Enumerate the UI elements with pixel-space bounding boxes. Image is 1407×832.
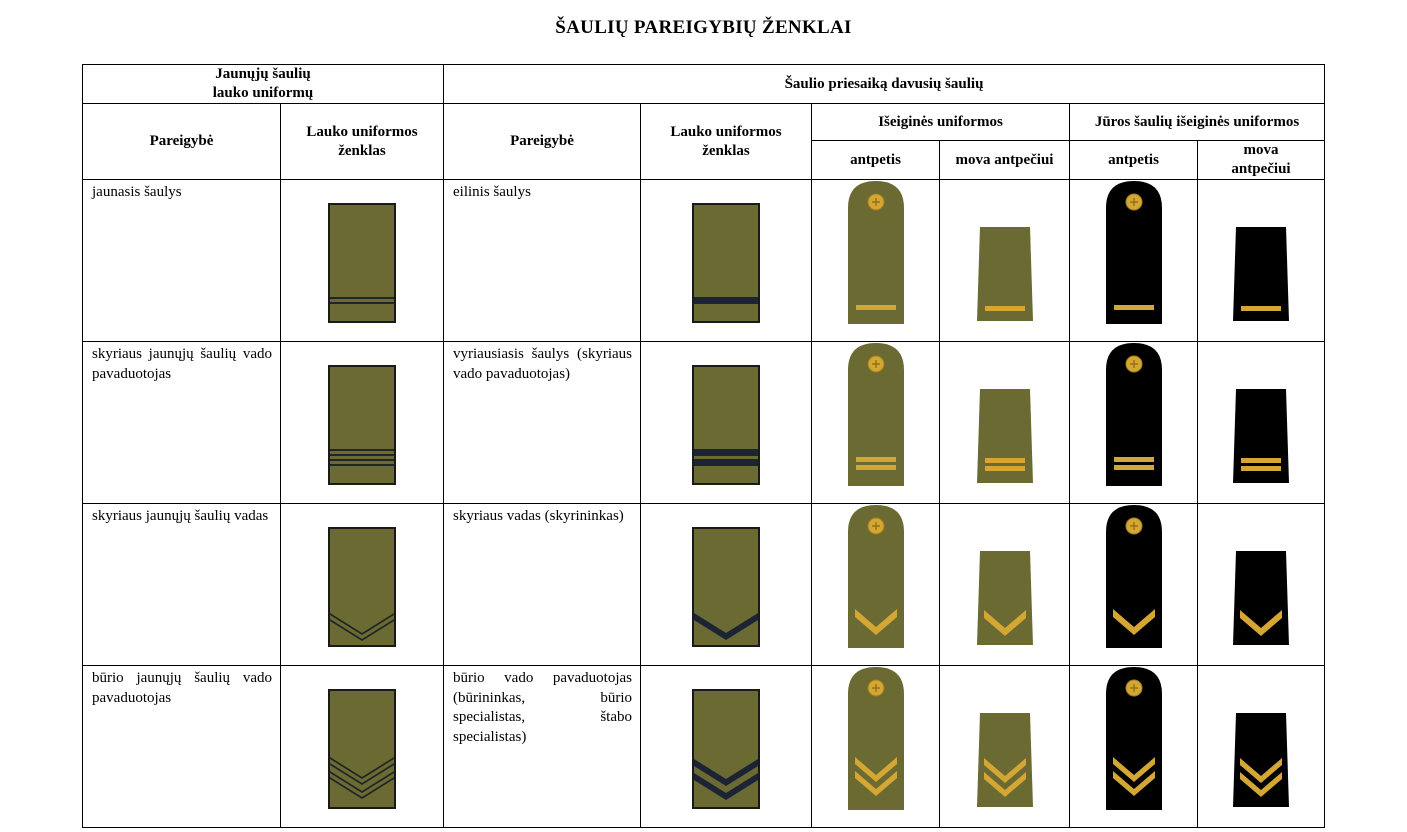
sworn-field-badge <box>641 180 812 342</box>
sworn-rank-cell: būrio vado pavaduotojas (būrininkas, būrio specialistas, štabo specialistas) <box>444 666 641 828</box>
gold-bar <box>1241 466 1281 471</box>
young-field-badge <box>281 504 444 666</box>
table-row <box>83 504 1325 666</box>
gold-bar <box>1114 305 1154 310</box>
black-epaulette <box>1070 342 1198 504</box>
navy-dress-uniform-header: Jūros šaulių išeiginės uniformos <box>1070 104 1325 141</box>
slip-on-line1: mova <box>1243 142 1279 158</box>
stripe <box>330 297 394 299</box>
olive-slip-on <box>940 342 1070 504</box>
field-uniform-badge <box>692 527 760 647</box>
young-rank-cell: skyriaus jaunųjų šaulių vadas <box>83 504 281 666</box>
badge-body <box>693 690 759 808</box>
page-title: ŠAULIŲ PAREIGYBIŲ ŽENKLAI <box>555 17 852 38</box>
epaulette <box>1105 666 1163 810</box>
gold-bar <box>856 457 896 462</box>
stripe <box>694 449 758 456</box>
stripe <box>330 454 394 456</box>
field-uniform-badge <box>692 203 760 323</box>
field-badge-header-young <box>281 104 444 180</box>
young-group-line1: Jaunųjų šaulių <box>215 66 311 82</box>
gold-bar <box>985 466 1025 471</box>
olive-epaulette <box>812 180 940 342</box>
olive-epaulette <box>812 504 940 666</box>
table-row <box>83 342 1325 504</box>
epaulette <box>847 504 905 648</box>
young-group-line2: lauko uniformų <box>212 85 314 101</box>
epaulette <box>847 666 905 810</box>
slip-on-header-navy <box>1198 141 1325 180</box>
dress-uniform-header: Išeiginės uniformos <box>812 104 1070 141</box>
field-uniform-badge <box>328 527 396 647</box>
black-slip-on <box>1198 342 1325 504</box>
field-badge-header-sworn <box>641 104 812 180</box>
badge-body <box>693 528 759 646</box>
slip-on <box>1232 388 1290 484</box>
slip-on <box>1232 226 1290 322</box>
slip-on <box>1232 550 1290 646</box>
sworn-rank-cell: eilinis šaulys <box>444 180 641 342</box>
stripe <box>330 464 394 466</box>
epaulette <box>1105 504 1163 648</box>
badge-body <box>693 204 759 322</box>
black-slip-on <box>1198 666 1325 828</box>
gold-bar <box>856 305 896 310</box>
badge-body <box>693 366 759 484</box>
black-epaulette <box>1070 666 1198 828</box>
sworn-riflemen-group-header: Šaulio priesaiką davusių šaulių <box>444 65 1325 104</box>
sworn-field-badge <box>641 666 812 828</box>
field-badge-line2: ženklas <box>702 142 750 159</box>
field-badge-line1: Lauko uniformos <box>670 123 782 140</box>
slip-on <box>1232 712 1290 808</box>
gold-bar <box>1241 306 1281 311</box>
rank-header-sworn: Pareigybė <box>444 104 641 180</box>
black-epaulette <box>1070 180 1198 342</box>
gold-bar <box>1114 457 1154 462</box>
young-field-badge <box>281 666 444 828</box>
epaulette <box>1105 180 1163 324</box>
field-uniform-badge <box>328 203 396 323</box>
epaulette-header-dress: antpetis <box>812 141 940 180</box>
epaulette <box>847 342 905 486</box>
black-epaulette <box>1070 504 1198 666</box>
stripe <box>330 449 394 451</box>
badge-body <box>329 528 395 646</box>
stripe <box>694 297 758 304</box>
table-row <box>83 666 1325 828</box>
field-uniform-badge <box>692 689 760 809</box>
sworn-field-badge <box>641 342 812 504</box>
sworn-field-badge <box>641 504 812 666</box>
young-field-badge <box>281 342 444 504</box>
badge-body <box>329 204 395 322</box>
slip-on <box>976 550 1034 646</box>
slip-on <box>976 388 1034 484</box>
gold-bar <box>1241 458 1281 463</box>
black-slip-on <box>1198 180 1325 342</box>
gold-bar <box>985 306 1025 311</box>
sworn-rank-cell: vyriausiasis šaulys (skyriaus vado pavaduotojas) <box>444 342 641 504</box>
stripe <box>330 302 394 304</box>
young-rank-cell: jaunasis šaulys <box>83 180 281 342</box>
slip-on-line2: antpečiui <box>1231 161 1291 177</box>
epaulette-header-navy: antpetis <box>1070 141 1198 180</box>
young-riflemen-group-header <box>83 65 444 104</box>
gold-bar <box>1114 465 1154 470</box>
stripe <box>330 459 394 461</box>
field-uniform-badge <box>692 365 760 485</box>
epaulette <box>1105 342 1163 486</box>
rank-header-young: Pareigybė <box>83 104 281 180</box>
badge-body <box>329 690 395 808</box>
olive-slip-on <box>940 666 1070 828</box>
field-badge-line1: Lauko uniformos <box>306 123 418 140</box>
gold-bar <box>856 465 896 470</box>
slip-on <box>976 226 1034 322</box>
olive-epaulette <box>812 342 940 504</box>
stripe <box>694 459 758 466</box>
slip-on <box>976 712 1034 808</box>
young-field-badge <box>281 180 444 342</box>
field-uniform-badge <box>328 365 396 485</box>
young-rank-cell: skyriaus jaunųjų šaulių vado pavaduotojas <box>83 342 281 504</box>
slip-on-header-dress: mova antpečiui <box>940 141 1070 180</box>
table-row <box>83 180 1325 342</box>
sworn-rank-cell: skyriaus vadas (skyrininkas) <box>444 504 641 666</box>
field-uniform-badge <box>328 689 396 809</box>
field-badge-line2: ženklas <box>338 142 386 159</box>
olive-slip-on <box>940 504 1070 666</box>
badge-body <box>329 366 395 484</box>
olive-slip-on <box>940 180 1070 342</box>
epaulette <box>847 180 905 324</box>
black-slip-on <box>1198 504 1325 666</box>
olive-epaulette <box>812 666 940 828</box>
gold-bar <box>985 458 1025 463</box>
young-rank-cell: būrio jaunųjų šaulių vado pavaduotojas <box>83 666 281 828</box>
rank-insignia-table <box>82 64 1325 828</box>
